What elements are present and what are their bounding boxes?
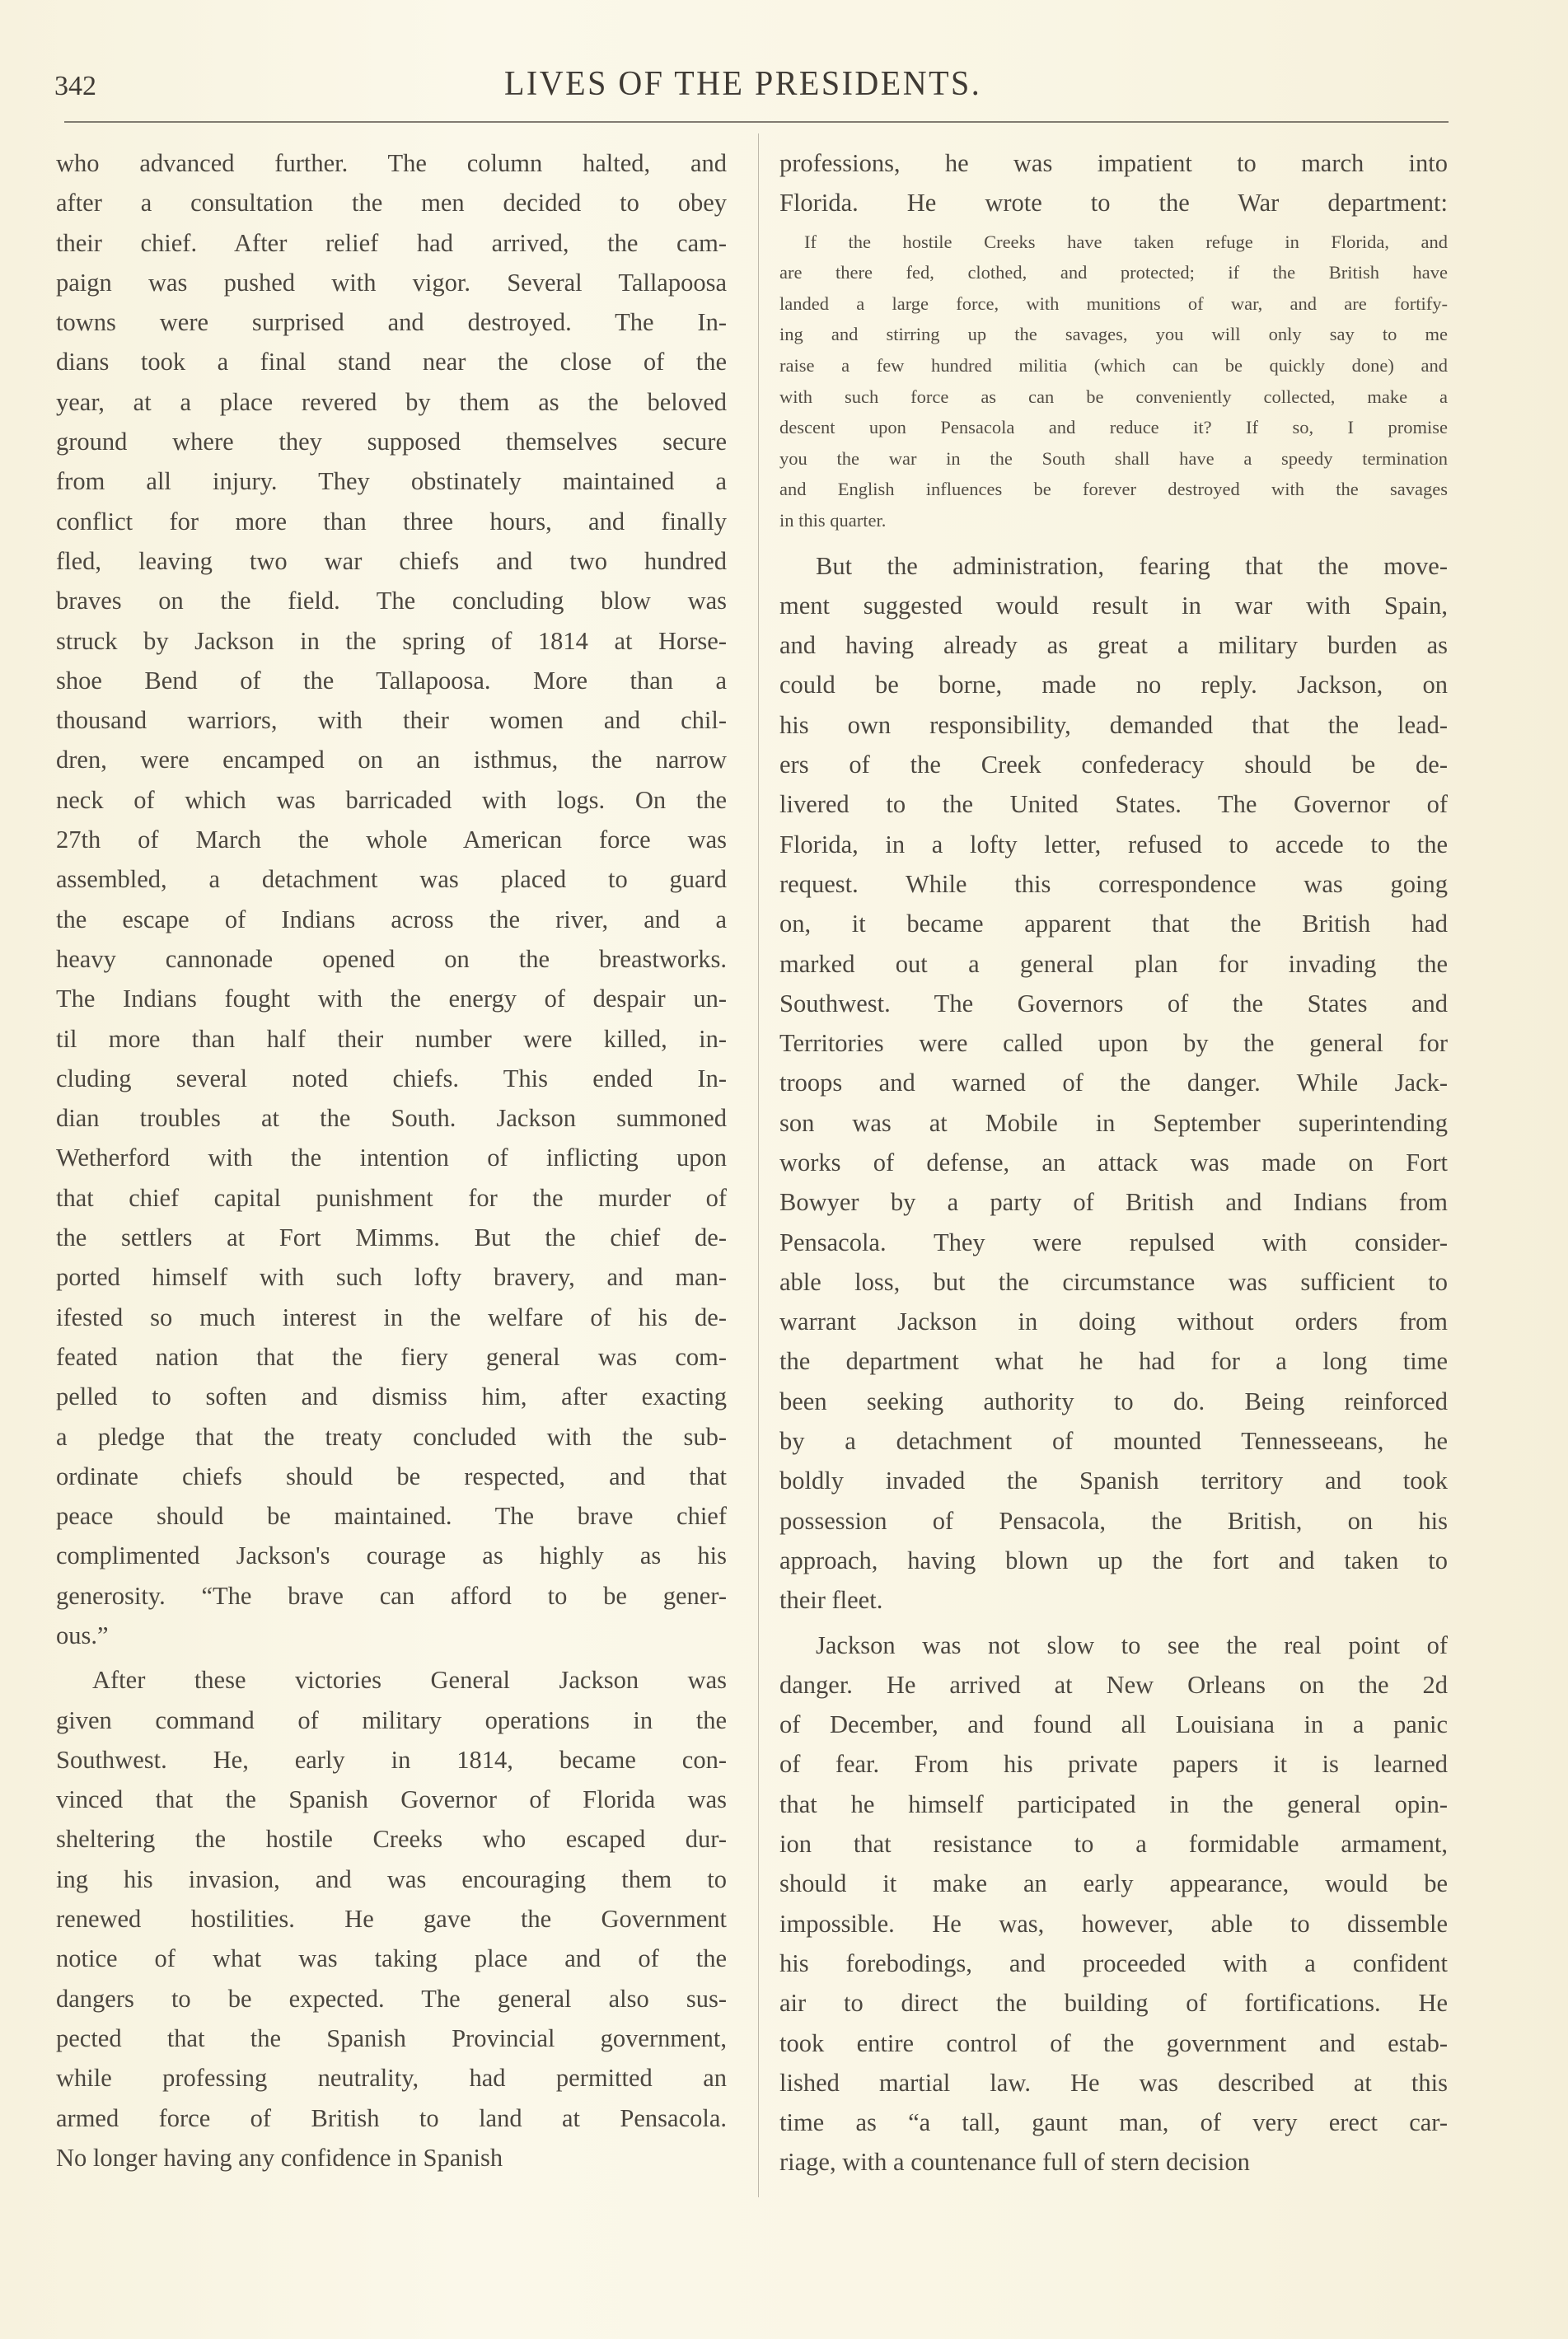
block-quote: [779, 227, 1448, 536]
text-line: complimented Jackson's courage as highly as his: [56, 1541, 727, 1570]
text-line: ordinate chiefs should be respected, and that: [56, 1462, 727, 1490]
text-line: of fear. From his private papers it is learned: [779, 1750, 1448, 1779]
text-line: paign was pushed with vigor. Several Tallapoosa: [56, 268, 727, 297]
text-line: Florida. He wrote to the War department:: [779, 189, 1448, 218]
text-line: vinced that the Spanish Governor of Florida was: [56, 1785, 727, 1814]
text-line: time as “a tall, gaunt man, of very erect car-: [779, 2108, 1448, 2137]
text-line: The Indians fought with the energy of despair un-: [56, 985, 727, 1013]
text-line: a pledge that the treaty concluded with the sub-: [56, 1422, 727, 1451]
text-line: struck by Jackson in the spring of 1814 at Horse-: [56, 626, 727, 655]
text-line: impossible. He was, however, able to dissemble: [779, 1909, 1448, 1938]
text-line: cluding several noted chiefs. This ended In-: [56, 1064, 727, 1092]
quote-text-line: are there fed, clothed, and protected; if the British have: [779, 262, 1448, 283]
text-line: his forebodings, and proceeded with a confident: [779, 1948, 1448, 1977]
text-line: given command of military operations in the: [56, 1705, 727, 1734]
text-line: Bowyer by a party of British and Indians from: [779, 1188, 1448, 1217]
text-line: works of defense, an attack was made on Fort: [779, 1148, 1448, 1177]
text-line: their chief. After relief had arrived, the cam-: [56, 228, 727, 257]
left-column: [56, 143, 727, 2178]
text-line: could be borne, made no reply. Jackson, on: [779, 671, 1448, 699]
text-line: neck of which was barricaded with logs. On the: [56, 785, 727, 814]
text-line: while professing neutrality, had permitted an: [56, 2064, 727, 2093]
text-line: til more than half their number were killed, in-: [56, 1024, 727, 1053]
text-line: from all injury. They obstinately maintained a: [56, 467, 727, 496]
text-line: ous.”: [56, 1621, 109, 1649]
text-line: of December, and found all Louisiana in a panic: [779, 1710, 1448, 1739]
text-line: professions, he was impatient to march into: [779, 149, 1448, 177]
quote-text-line: you the war in the South shall have a speedy termination: [779, 447, 1448, 469]
text-line: generosity. “The brave can afford to be gener-: [56, 1581, 727, 1610]
text-line: Florida, in a lofty letter, refused to accede to the: [779, 830, 1448, 858]
text-line: No longer having any confidence in Spanish: [56, 2143, 503, 2172]
text-line: ground where they supposed themselves secure: [56, 428, 727, 456]
text-line: armed force of British to land at Pensacola.: [56, 2103, 727, 2132]
paragraph: [779, 1626, 1448, 2182]
right-column: [779, 143, 1448, 2182]
quote-text-line: raise a few hundred militia (which can be quickly done) and: [779, 354, 1448, 376]
text-line: livered to the United States. The Governor of: [779, 790, 1448, 819]
text-line: request. While this correspondence was going: [779, 869, 1448, 898]
text-line: on, it became apparent that the British had: [779, 910, 1448, 938]
text-line: boldly invaded the Spanish territory and took: [779, 1467, 1448, 1495]
text-line: notice of what was taking place and of the: [56, 1944, 727, 1973]
text-line: pelled to soften and dismiss him, after exacting: [56, 1382, 727, 1411]
text-line: Wetherford with the intention of inflicting upon: [56, 1144, 727, 1172]
text-line: dren, were encamped on an isthmus, the narrow: [56, 746, 727, 774]
text-line: But the administration, fearing that the move-: [816, 551, 1448, 580]
text-line: danger. He arrived at New Orleans on the 2d: [779, 1670, 1448, 1699]
text-line: fled, leaving two war chiefs and two hundred: [56, 546, 727, 575]
text-line: possession of Pensacola, the British, on his: [779, 1506, 1448, 1535]
text-line: 27th of March the whole American force was: [56, 826, 727, 854]
text-line: after a consultation the men decided to obey: [56, 189, 727, 218]
text-line: conflict for more than three hours, and finally: [56, 507, 727, 536]
paragraph: [56, 1660, 727, 2178]
text-line: pected that the Spanish Provincial government,: [56, 2023, 727, 2052]
text-line: their fleet.: [779, 1586, 883, 1615]
text-line: able loss, but the circumstance was sufficient to: [779, 1267, 1448, 1296]
text-line: assembled, a detachment was placed to guard: [56, 865, 727, 894]
text-line: peace should be maintained. The brave chief: [56, 1502, 727, 1531]
text-line: should it make an early appearance, would be: [779, 1869, 1448, 1898]
text-line: the department what he had for a long time: [779, 1347, 1448, 1376]
column-divider: [758, 133, 759, 2197]
quote-text-line: with such force as can be conveniently collected, make a: [779, 386, 1448, 407]
quote-text-line: ing and stirring up the savages, you will only say to me: [779, 324, 1448, 345]
text-line: year, at a place revered by them as the beloved: [56, 387, 727, 416]
text-line: the settlers at Fort Mimms. But the chief de-: [56, 1223, 727, 1252]
page-number: 342: [54, 71, 96, 101]
text-line: towns were surprised and destroyed. The In-: [56, 308, 727, 337]
text-line: the escape of Indians across the river, and a: [56, 905, 727, 933]
text-line: Pensacola. They were repulsed with consider-: [779, 1228, 1448, 1256]
text-line: renewed hostilities. He gave the Government: [56, 1905, 727, 1934]
text-line: feated nation that the fiery general was com-: [56, 1342, 727, 1371]
text-line: troops and warned of the danger. While Jack-: [779, 1069, 1448, 1097]
running-title: LIVES OF THE PRESIDENTS.: [504, 63, 982, 103]
text-line: sheltering the hostile Creeks who escaped dur-: [56, 1825, 727, 1854]
text-line: ers of the Creek confederacy should be de-: [779, 751, 1448, 779]
text-line: ion that resistance to a formidable armament,: [779, 1830, 1448, 1859]
text-line: warrant Jackson in doing without orders from: [779, 1308, 1448, 1336]
paragraph: [56, 143, 727, 1655]
text-line: dians took a final stand near the close of the: [56, 348, 727, 377]
text-line: been seeking authority to do. Being reinforced: [779, 1387, 1448, 1415]
text-line: Territories were called upon by the general for: [779, 1029, 1448, 1058]
text-line: who advanced further. The column halted, and: [56, 149, 727, 177]
text-line: ment suggested would result in war with Spain,: [779, 591, 1448, 620]
text-line: ing his invasion, and was encouraging them to: [56, 1864, 727, 1893]
paragraph: [779, 546, 1448, 1621]
text-line: by a detachment of mounted Tennesseeans, he: [779, 1427, 1448, 1456]
text-line: air to direct the building of fortifications. He: [779, 1989, 1448, 2018]
text-line: braves on the field. The concluding blow was: [56, 587, 727, 615]
text-line: that he himself participated in the general opin-: [779, 1789, 1448, 1818]
text-line: approach, having blown up the fort and taken to: [779, 1546, 1448, 1574]
text-line: son was at Mobile in September superintending: [779, 1108, 1448, 1137]
text-line: his own responsibility, demanded that the lead-: [779, 710, 1448, 739]
quote-text-line: descent upon Pensacola and reduce it? If so, I promise: [779, 417, 1448, 438]
text-line: riage, with a countenance full of stern decision: [779, 2148, 1250, 2177]
quote-text-line: in this quarter.: [779, 509, 887, 531]
quote-text-line: and English influences be forever destroyed with the savages: [779, 479, 1448, 500]
text-line: and having already as great a military burden as: [779, 631, 1448, 660]
text-line: Southwest. The Governors of the States and: [779, 989, 1448, 1017]
text-line: After these victories General Jackson was: [92, 1666, 727, 1695]
text-line: took entire control of the government and estab-: [779, 2028, 1448, 2057]
text-line: ifested so much interest in the welfare of his de-: [56, 1303, 727, 1331]
text-line: dian troubles at the South. Jackson summoned: [56, 1104, 727, 1133]
text-line: heavy cannonade opened on the breastworks.: [56, 944, 727, 973]
header-rule: [64, 121, 1449, 123]
quote-text-line: If the hostile Creeks have taken refuge in Florida, and: [804, 231, 1448, 252]
text-line: thousand warriors, with their women and chil-: [56, 706, 727, 735]
quote-text-line: landed a large force, with munitions of war, and are fortify-: [779, 292, 1448, 314]
text-line: dangers to be expected. The general also sus-: [56, 1984, 727, 2013]
text-line: Southwest. He, early in 1814, became con-: [56, 1745, 727, 1774]
paragraph: [779, 143, 1448, 223]
text-line: that chief capital punishment for the murder of: [56, 1183, 727, 1212]
text-line: shoe Bend of the Tallapoosa. More than a: [56, 666, 727, 695]
text-line: lished martial law. He was described at this: [779, 2068, 1448, 2097]
text-line: ported himself with such lofty bravery, and man-: [56, 1263, 727, 1292]
text-line: marked out a general plan for invading the: [779, 949, 1448, 978]
text-line: Jackson was not slow to see the real point of: [816, 1630, 1448, 1659]
